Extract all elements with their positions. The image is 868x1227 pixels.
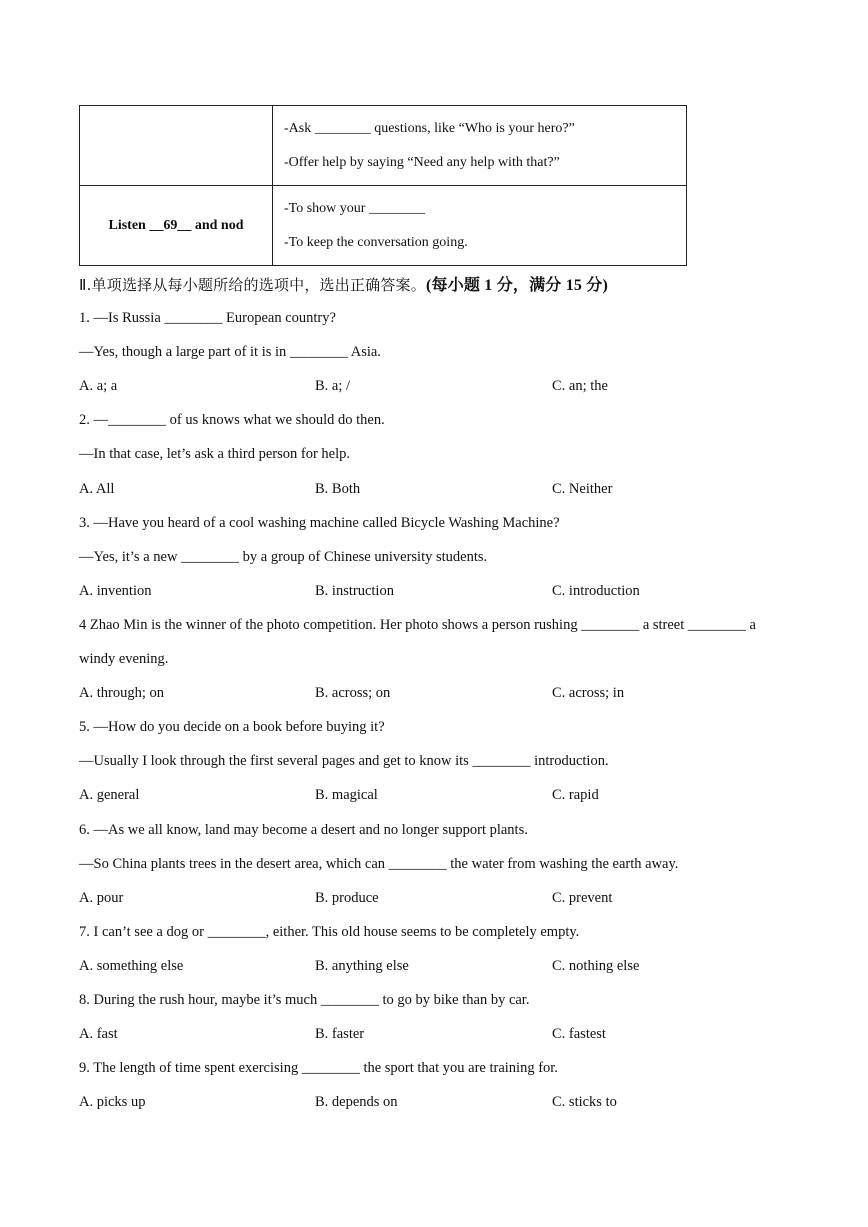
question-line: 4 Zhao Min is the winner of the photo competition. Her photo shows a person rushing ________ a street ________ a bbox=[79, 617, 756, 633]
option-c: C. across; in bbox=[552, 685, 625, 701]
question-line: 8. During the rush hour, maybe it’s much ________ to go by bike than by car. bbox=[79, 992, 530, 1008]
table-row bbox=[80, 106, 687, 186]
option-b: B. instruction bbox=[315, 583, 394, 599]
conversation-tips-table bbox=[79, 105, 687, 266]
option-a: A. through; on bbox=[79, 685, 164, 701]
question-line: 6. —As we all know, land may become a desert and no longer support plants. bbox=[79, 822, 528, 838]
option-b: B. produce bbox=[315, 890, 379, 906]
table-cell-line: -To show your ________ bbox=[284, 200, 425, 216]
question-line: —Yes, it’s a new ________ by a group of Chinese university students. bbox=[79, 549, 488, 565]
question-line: —Yes, though a large part of it is in ________ Asia. bbox=[79, 344, 381, 360]
table-cell-right bbox=[273, 186, 687, 266]
table-cell-right bbox=[273, 106, 687, 186]
option-b: B. magical bbox=[315, 787, 378, 803]
option-b: B. a; / bbox=[315, 378, 351, 394]
option-c: C. nothing else bbox=[552, 958, 640, 974]
question-line: windy evening. bbox=[79, 651, 169, 667]
option-a: A. pour bbox=[79, 890, 124, 906]
option-a: A. something else bbox=[79, 958, 184, 974]
option-a: A. All bbox=[79, 481, 115, 497]
option-c: C. introduction bbox=[552, 583, 640, 599]
section-title-scoring: (每小题 1 分，满分 15 分) bbox=[425, 277, 609, 294]
section-title-main: Ⅱ.单项选择从每小题所给的选项中，选出正确答案。 bbox=[79, 276, 426, 294]
option-b: B. across; on bbox=[315, 685, 391, 701]
table-cell-line: -Offer help by saying “Need any help with that?” bbox=[284, 154, 560, 170]
option-c: C. Neither bbox=[552, 481, 613, 497]
question-line: —Usually I look through the first several pages and get to know its ________ introduction. bbox=[79, 753, 609, 769]
option-a: A. picks up bbox=[79, 1094, 146, 1110]
question-line: —So China plants trees in the desert area, which can ________ the water from washing the earth away. bbox=[79, 856, 679, 872]
question-line: 9. The length of time spent exercising ________ the sport that you are training for. bbox=[79, 1060, 558, 1076]
table-cell-line: -Ask ________ questions, like “Who is your hero?” bbox=[284, 120, 575, 136]
option-a: A. a; a bbox=[79, 378, 118, 394]
question-line: 5. —How do you decide on a book before buying it? bbox=[79, 719, 385, 735]
table-cell-left: Listen __69__ and nod bbox=[80, 186, 273, 266]
table-cell-line: -To keep the conversation going. bbox=[284, 234, 468, 250]
question-line: 1. —Is Russia ________ European country? bbox=[79, 310, 336, 326]
option-c: C. prevent bbox=[552, 890, 613, 906]
table-cell-left bbox=[80, 106, 273, 186]
option-a: A. invention bbox=[79, 583, 152, 599]
table-row bbox=[80, 186, 687, 266]
option-a: A. fast bbox=[79, 1026, 118, 1042]
question-line: 3. —Have you heard of a cool washing machine called Bicycle Washing Machine? bbox=[79, 515, 560, 531]
question-line: 2. —________ of us knows what we should do then. bbox=[79, 412, 385, 428]
option-c: C. an; the bbox=[552, 378, 608, 394]
option-b: B. faster bbox=[315, 1026, 365, 1042]
option-c: C. fastest bbox=[552, 1026, 606, 1042]
option-a: A. general bbox=[79, 787, 140, 803]
section-title bbox=[79, 272, 608, 295]
question-line: 7. I can’t see a dog or ________, either. This old house seems to be completely empty. bbox=[79, 924, 580, 940]
option-c: C. rapid bbox=[552, 787, 599, 803]
option-c: C. sticks to bbox=[552, 1094, 617, 1110]
question-line: —In that case, let’s ask a third person for help. bbox=[79, 446, 350, 462]
option-b: B. Both bbox=[315, 481, 361, 497]
option-b: B. anything else bbox=[315, 958, 409, 974]
option-b: B. depends on bbox=[315, 1094, 398, 1110]
